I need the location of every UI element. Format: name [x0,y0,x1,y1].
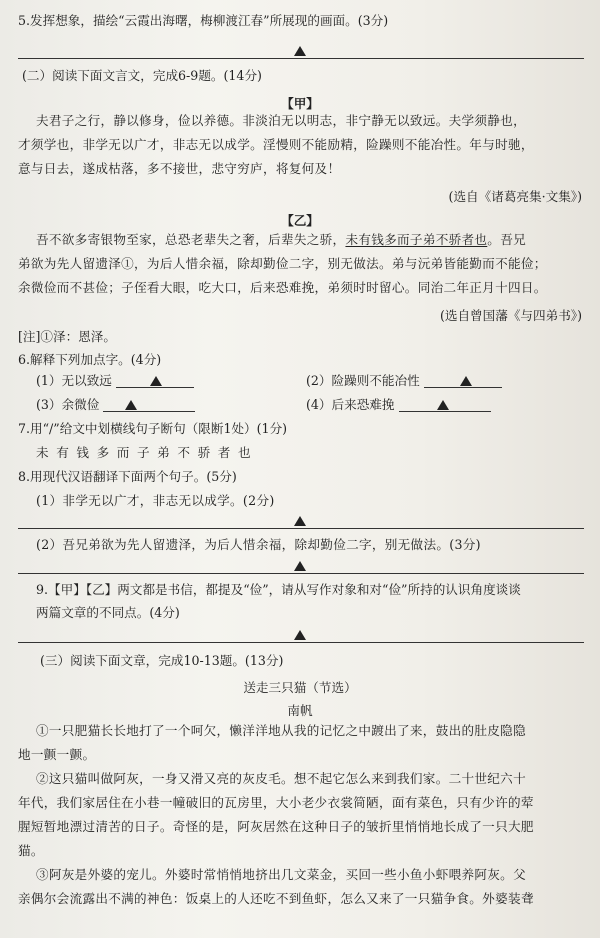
jia-line-3: 意与日去，遂成枯落，多不接世，悲守穷庐，将复何及！ [18,161,341,176]
triangle-icon [460,376,472,386]
q6-item-4 [306,397,491,412]
answer-line [18,58,584,59]
answer-marker [0,627,600,642]
q6-title: 6.解释下列加点字。(4分) [18,352,162,367]
answer-marker [0,43,600,58]
para-line-5: 腥短暂地漂过清苦的日子。奇怪的是，阿灰居然在这种日子的皱折里悄悄地长成了一只大肥 [18,819,534,834]
q6-item-4-label: (4）后来恐难挽 [306,397,395,412]
answer-marker [0,558,600,573]
answer-line [18,642,584,643]
article-title: 送走三只猫（节选） [243,680,357,695]
q6-item-2-label: (2）险躁则不能冶性 [306,373,420,388]
yi-line-1-pre: 吾不欲多寄银物至家，总恐老辈失之奢，后辈失之骄， [36,232,346,247]
jia-label: 【甲】 [281,96,319,111]
para-line-4: 年代，我们家居住在小巷一幢破旧的瓦房里，大小老少衣裳简陋，面有菜色，只有少许的荤 [18,795,534,810]
underlined-sentence: 未有钱多而子弟不骄者也 [345,232,488,247]
q6-answer-blank-2[interactable] [424,375,502,388]
q6-answer-blank-3[interactable] [103,399,195,412]
triangle-icon [294,46,306,56]
q8-item-1: (1）非学无以广才，非志无以成学。(2分) [36,493,275,508]
para-line-8: 亲偶尔会流露出不满的神色：饭桌上的人还吃不到鱼虾，怎么又来了一只猫争食。外婆装聋 [18,891,534,906]
yi-line-1 [36,232,526,247]
triangle-icon [150,376,162,386]
q6-item-3-label: (3）余微俭 [36,397,100,412]
yi-line-3: 余微俭而不甚俭；子侄看大眼，吃大口，后来恐难挽，弟须时时留心。同治二年正月十四日。 [18,280,547,295]
q6-answer-blank-1[interactable] [116,375,194,388]
para-line-3: ②这只猫叫做阿灰，一身又滑又亮的灰皮毛。想不起它怎么来到我们家。二十世纪六十 [36,771,526,786]
triangle-icon [294,630,306,640]
q6-item-1 [36,373,194,388]
para-line-6: 猫。 [18,843,44,858]
yi-line-2: 弟欲为先人留遗泽①，为后人惜余福，除却勤俭二字，别无做法。弟与沅弟皆能勤而不能俭； [18,256,547,271]
section2-header: (二）阅读下面文言文，完成6-9题。(14分) [22,68,262,83]
triangle-icon [294,561,306,571]
answer-line [18,573,584,574]
q8-title: 8.用现代汉语翻译下面两个句子。(5分) [18,469,237,484]
q9-line-2: 两篇文章的不同点。(4分) [36,605,180,620]
yi-source: (选自曾国藩《与四弟书》) [439,308,582,323]
para-line-7: ③阿灰是外婆的宠儿。外婆时常悄悄地挤出几文菜金，买回一些小鱼小虾喂养阿灰。父 [36,867,526,882]
q6-item-1-label: (1）无以致远 [36,373,112,388]
para-line-1: ①一只肥猫长长地打了一个呵欠，懒洋洋地从我的记忆之中踱出了来，鼓出的肚皮隐隐 [36,723,526,738]
section3-header: (三）阅读下面文章，完成10-13题。(13分) [40,653,284,668]
q7-title: 7.用“/”给文中划横线句子断句（限断1处）(1分) [18,421,288,436]
article-author: 南帆 [287,703,313,718]
answer-marker [0,513,600,528]
answer-line [18,528,584,529]
jia-source: (选自《诸葛亮集·文集》) [448,189,582,204]
q7-sentence: 未 有 钱 多 而 子 弟 不 骄 者 也 [36,445,251,460]
yi-label: 【乙】 [281,213,319,228]
jia-line-1: 夫君子之行，静以修身，俭以养德。非淡泊无以明志，非宁静无以致远。夫学须静也， [36,113,526,128]
yi-line-1-post: 。吾兄 [487,232,526,247]
q8-item-2: (2）吾兄弟欲为先人留遗泽，为后人惜余福，除却勤俭二字，别无做法。(3分) [36,537,481,552]
jia-line-2: 才须学也，非学无以广才，非志无以成学。淫慢则不能励精，险躁则不能冶性。年与时驰， [18,137,534,152]
para-line-2: 地一颤一颤。 [18,747,96,762]
triangle-icon [294,516,306,526]
q6-item-2 [306,373,502,388]
triangle-icon [437,400,449,410]
q5-text: 5.发挥想象，描绘“云霞出海曙，梅柳渡江春”所展现的画面。(3分) [18,13,389,28]
q6-item-3 [36,397,195,412]
note: [注]①泽：恩泽。 [18,329,116,344]
triangle-icon [125,400,137,410]
q9-line-1: 9.【甲】【乙】两文都是书信，都提及“俭”，请从写作对象和对“俭”所持的认识角度谈谈 [36,582,521,597]
q6-answer-blank-4[interactable] [399,399,491,412]
